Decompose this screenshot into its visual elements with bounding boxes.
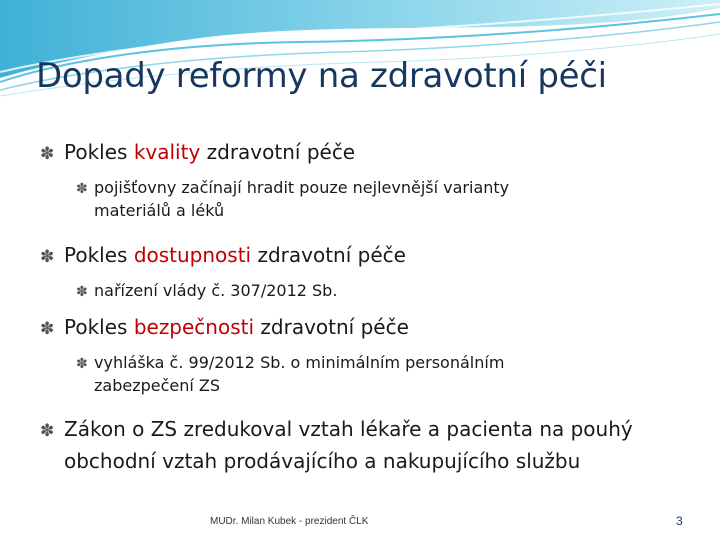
subbullet-text: nařízení vlády č. 307/2012 Sb. (94, 281, 338, 300)
bullet-text: Pokles (64, 315, 134, 339)
bullet-glyph-icon: ✽ (40, 421, 55, 441)
bullet-glyph-icon: ✽ (76, 284, 88, 300)
bullet-glyph-icon: ✽ (40, 319, 55, 339)
subbullet-text: vyhláška č. 99/2012 Sb. o minimálním personálním (94, 353, 505, 372)
subbullet-insurers (76, 177, 646, 222)
slide-title: Dopady reformy na zdravotní péči (36, 56, 607, 96)
bullet-law (40, 414, 690, 476)
bullet-glyph-icon: ✽ (76, 181, 88, 197)
subbullet-text: pojišťovny začínají hradit pouze nejlevnější varianty (94, 178, 510, 197)
page-number: 3 (676, 514, 683, 528)
bullet-highlight: kvality (133, 140, 201, 164)
bullet-glyph-icon: ✽ (40, 144, 55, 164)
bullet-text: zdravotní péče (254, 315, 409, 339)
bullet-highlight: bezpečnosti (133, 315, 255, 339)
bullet-text: Pokles (64, 140, 134, 164)
bullet-glyph-icon: ✽ (40, 247, 55, 267)
subbullet-decree (76, 352, 646, 397)
bullet-text: obchodní vztah prodávajícího a nakupujícího službu (64, 449, 581, 473)
bullet-text: Zákon o ZS zredukoval vztah lékaře a pacienta na pouhý (64, 417, 633, 441)
bullet-safety (40, 312, 409, 344)
subbullet-text: zabezpečení ZS (94, 376, 221, 395)
bullet-highlight: dostupnosti (133, 243, 252, 267)
subbullet-regulation (76, 280, 646, 303)
bullet-availability (40, 240, 406, 272)
bullet-quality (40, 137, 355, 169)
bullet-text: Pokles (64, 243, 134, 267)
bullet-text: zdravotní péče (200, 140, 356, 164)
footer-author: MUDr. Milan Kubek - prezident ČLK (210, 516, 369, 527)
bullet-glyph-icon: ✽ (76, 356, 88, 372)
bullet-text: zdravotní péče (251, 243, 406, 267)
subbullet-text: materiálů a léků (94, 201, 225, 220)
